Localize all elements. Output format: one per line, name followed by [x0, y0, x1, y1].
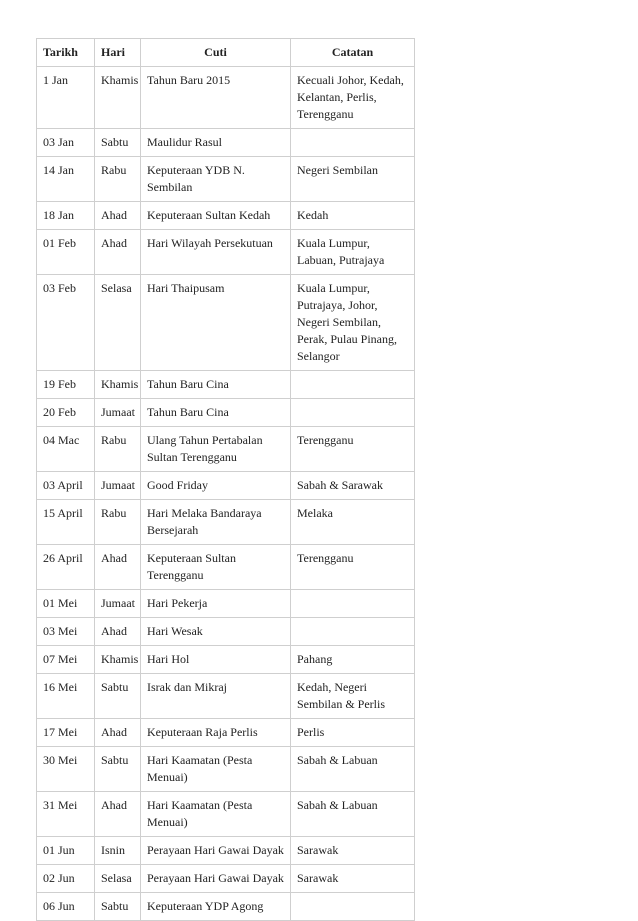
- cell-tarikh: 30 Mei: [37, 747, 95, 792]
- cell-tarikh: 01 Mei: [37, 590, 95, 618]
- cell-catatan: Perlis: [291, 719, 415, 747]
- cell-catatan: Terengganu: [291, 545, 415, 590]
- cell-tarikh: 31 Mei: [37, 792, 95, 837]
- cell-hari: Khamis: [95, 67, 141, 129]
- table-row: [37, 129, 415, 157]
- cell-hari: Rabu: [95, 157, 141, 202]
- holiday-table: [36, 38, 415, 921]
- cell-cuti: Perayaan Hari Gawai Dayak: [141, 837, 291, 865]
- table-row: [37, 893, 415, 921]
- cell-tarikh: 03 Jan: [37, 129, 95, 157]
- cell-catatan: [291, 590, 415, 618]
- cell-cuti: Perayaan Hari Gawai Dayak: [141, 865, 291, 893]
- cell-tarikh: 01 Feb: [37, 230, 95, 275]
- cell-hari: Isnin: [95, 837, 141, 865]
- cell-catatan: Sabah & Labuan: [291, 747, 415, 792]
- cell-tarikh: 17 Mei: [37, 719, 95, 747]
- cell-cuti: Hari Hol: [141, 646, 291, 674]
- cell-catatan: Pahang: [291, 646, 415, 674]
- cell-catatan: Kuala Lumpur, Labuan, Putrajaya: [291, 230, 415, 275]
- cell-tarikh: 26 April: [37, 545, 95, 590]
- cell-hari: Sabtu: [95, 129, 141, 157]
- cell-hari: Jumaat: [95, 590, 141, 618]
- table-row: [37, 590, 415, 618]
- cell-catatan: Sabah & Labuan: [291, 792, 415, 837]
- cell-tarikh: 03 Mei: [37, 618, 95, 646]
- cell-catatan: [291, 399, 415, 427]
- cell-tarikh: 04 Mac: [37, 427, 95, 472]
- header-tarikh: Tarikh: [37, 39, 95, 67]
- cell-cuti: Hari Kaamatan (Pesta Menuai): [141, 792, 291, 837]
- table-row: [37, 157, 415, 202]
- table-row: [37, 371, 415, 399]
- table-row: [37, 230, 415, 275]
- table-row: [37, 202, 415, 230]
- cell-tarikh: 01 Jun: [37, 837, 95, 865]
- header-cuti: Cuti: [141, 39, 291, 67]
- cell-catatan: Sarawak: [291, 837, 415, 865]
- cell-cuti: Keputeraan Raja Perlis: [141, 719, 291, 747]
- cell-cuti: Hari Kaamatan (Pesta Menuai): [141, 747, 291, 792]
- cell-cuti: Tahun Baru 2015: [141, 67, 291, 129]
- cell-cuti: Good Friday: [141, 472, 291, 500]
- cell-hari: Sabtu: [95, 893, 141, 921]
- cell-tarikh: 19 Feb: [37, 371, 95, 399]
- table-row: [37, 646, 415, 674]
- cell-catatan: Negeri Sembilan: [291, 157, 415, 202]
- header-catatan: Catatan: [291, 39, 415, 67]
- cell-hari: Khamis: [95, 646, 141, 674]
- table-body: [37, 67, 415, 921]
- table-row: [37, 545, 415, 590]
- cell-cuti: Keputeraan YDP Agong: [141, 893, 291, 921]
- cell-hari: Ahad: [95, 618, 141, 646]
- cell-catatan: Terengganu: [291, 427, 415, 472]
- table-row: [37, 67, 415, 129]
- header-hari: Hari: [95, 39, 141, 67]
- cell-cuti: Keputeraan YDB N. Sembilan: [141, 157, 291, 202]
- cell-tarikh: 06 Jun: [37, 893, 95, 921]
- cell-tarikh: 15 April: [37, 500, 95, 545]
- cell-cuti: Hari Wilayah Persekutuan: [141, 230, 291, 275]
- cell-tarikh: 20 Feb: [37, 399, 95, 427]
- cell-hari: Ahad: [95, 545, 141, 590]
- table-row: [37, 472, 415, 500]
- table-row: [37, 618, 415, 646]
- cell-catatan: [291, 618, 415, 646]
- cell-cuti: Maulidur Rasul: [141, 129, 291, 157]
- table-row: [37, 427, 415, 472]
- cell-hari: Sabtu: [95, 747, 141, 792]
- cell-catatan: Melaka: [291, 500, 415, 545]
- table-row: [37, 500, 415, 545]
- table-header-row: [37, 39, 415, 67]
- table-row: [37, 275, 415, 371]
- table-row: [37, 837, 415, 865]
- cell-cuti: Hari Wesak: [141, 618, 291, 646]
- cell-tarikh: 16 Mei: [37, 674, 95, 719]
- cell-cuti: Ulang Tahun Pertabalan Sultan Terengganu: [141, 427, 291, 472]
- cell-cuti: Keputeraan Sultan Terengganu: [141, 545, 291, 590]
- cell-tarikh: 03 Feb: [37, 275, 95, 371]
- cell-catatan: Sarawak: [291, 865, 415, 893]
- cell-hari: Rabu: [95, 500, 141, 545]
- cell-hari: Selasa: [95, 275, 141, 371]
- cell-catatan: [291, 893, 415, 921]
- cell-hari: Selasa: [95, 865, 141, 893]
- cell-hari: Ahad: [95, 719, 141, 747]
- cell-tarikh: 1 Jan: [37, 67, 95, 129]
- cell-catatan: [291, 371, 415, 399]
- cell-catatan: Sabah & Sarawak: [291, 472, 415, 500]
- cell-catatan: Kedah, Negeri Sembilan & Perlis: [291, 674, 415, 719]
- cell-catatan: Kuala Lumpur, Putrajaya, Johor, Negeri Sembilan, Perak, Pulau Pinang, Selangor: [291, 275, 415, 371]
- cell-hari: Sabtu: [95, 674, 141, 719]
- cell-cuti: Hari Pekerja: [141, 590, 291, 618]
- cell-hari: Ahad: [95, 202, 141, 230]
- cell-catatan: Kedah: [291, 202, 415, 230]
- cell-tarikh: 18 Jan: [37, 202, 95, 230]
- cell-tarikh: 02 Jun: [37, 865, 95, 893]
- table-row: [37, 674, 415, 719]
- cell-tarikh: 07 Mei: [37, 646, 95, 674]
- cell-hari: Jumaat: [95, 472, 141, 500]
- cell-tarikh: 14 Jan: [37, 157, 95, 202]
- table-row: [37, 865, 415, 893]
- cell-cuti: Keputeraan Sultan Kedah: [141, 202, 291, 230]
- cell-hari: Jumaat: [95, 399, 141, 427]
- table-row: [37, 399, 415, 427]
- cell-catatan: [291, 129, 415, 157]
- cell-cuti: Tahun Baru Cina: [141, 399, 291, 427]
- cell-hari: Ahad: [95, 230, 141, 275]
- cell-cuti: Tahun Baru Cina: [141, 371, 291, 399]
- table-row: [37, 792, 415, 837]
- cell-hari: Rabu: [95, 427, 141, 472]
- cell-tarikh: 03 April: [37, 472, 95, 500]
- cell-cuti: Hari Melaka Bandaraya Bersejarah: [141, 500, 291, 545]
- cell-hari: Ahad: [95, 792, 141, 837]
- table-row: [37, 747, 415, 792]
- cell-cuti: Israk dan Mikraj: [141, 674, 291, 719]
- table-row: [37, 719, 415, 747]
- cell-cuti: Hari Thaipusam: [141, 275, 291, 371]
- cell-catatan: Kecuali Johor, Kedah, Kelantan, Perlis, Terengganu: [291, 67, 415, 129]
- cell-hari: Khamis: [95, 371, 141, 399]
